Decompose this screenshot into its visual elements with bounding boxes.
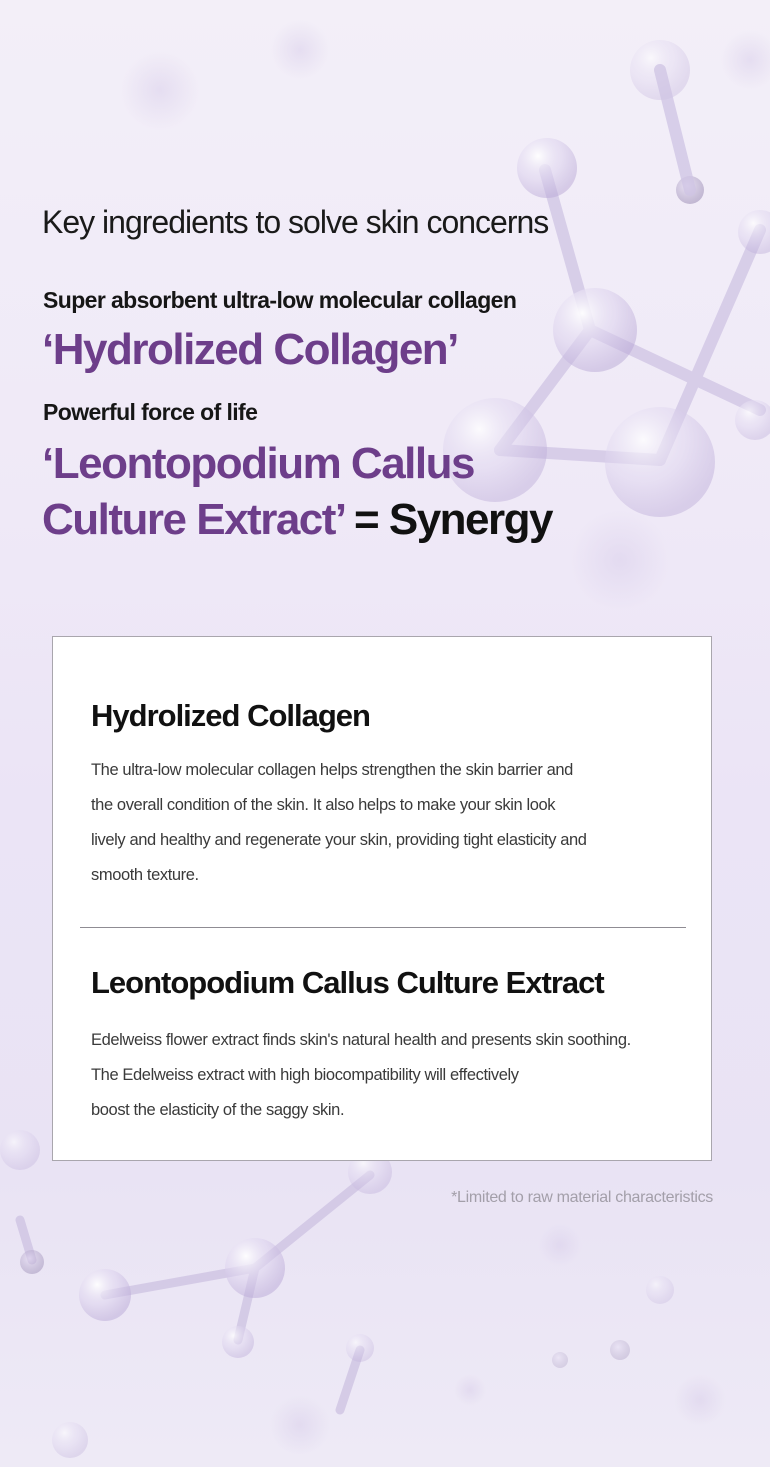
card-divider — [80, 927, 686, 928]
extract-subtitle: Powerful force of life — [43, 399, 258, 425]
ingredient-description-leontopodium — [91, 1023, 681, 1128]
ingredient-title-collagen: Hydrolized Collagen — [91, 698, 370, 733]
ingredient-description-collagen — [91, 753, 681, 893]
description-line: The ultra-low molecular collagen helps strengthen the skin barrier and — [91, 761, 573, 779]
description-line: the overall condition of the skin. It also helps to make your skin look — [91, 796, 556, 814]
synergy-label: = Synergy — [343, 494, 552, 544]
description-line: lively and healthy and regenerate your skin, providing tight elasticity and — [91, 831, 587, 849]
collagen-headline: ‘Hydrolized Collagen’ — [42, 325, 458, 374]
extract-headline-line-1: ‘Leontopodium Callus — [42, 439, 474, 488]
collagen-subtitle: Super absorbent ultra-low molecular collagen — [43, 287, 517, 313]
ingredients-card — [52, 636, 712, 1161]
ingredient-title-leontopodium: Leontopodium Callus Culture Extract — [91, 965, 604, 1000]
disclaimer-footnote: *Limited to raw material characteristics — [451, 1189, 713, 1206]
section-eyebrow-title: Key ingredients to solve skin concerns — [42, 204, 549, 240]
description-line: boost the elasticity of the saggy skin. — [91, 1101, 345, 1119]
description-line: smooth texture. — [91, 866, 199, 884]
description-line: Edelweiss flower extract finds skin's natural health and presents skin soothing. — [91, 1031, 631, 1049]
extract-headline-line-2: Culture Extract’ — [42, 494, 344, 544]
extract-headline — [42, 436, 552, 548]
description-line: The Edelweiss extract with high biocompatibility will effectively — [91, 1066, 519, 1084]
